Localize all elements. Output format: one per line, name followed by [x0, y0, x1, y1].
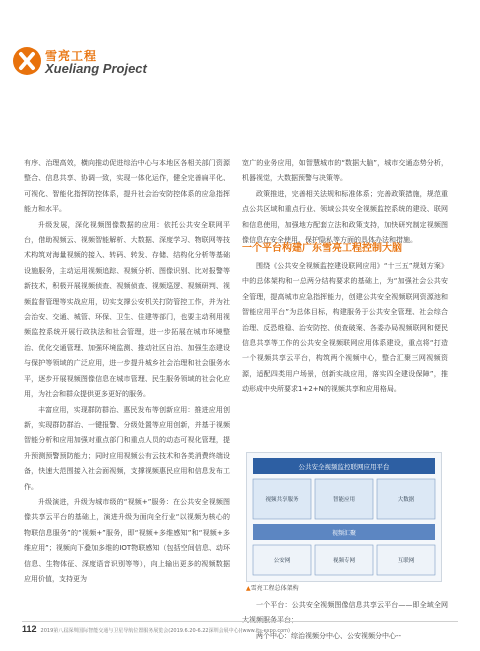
- architecture-figure: [246, 452, 442, 582]
- paragraph: 两个中心：综治视频分中心、公安视频分中心--: [256, 631, 402, 640]
- paragraph: 一个平台：公共安全视频图像信息共享云平台——即全域全网: [256, 601, 448, 609]
- section-title-cn: 雪亮工程: [45, 49, 98, 63]
- article-left-column: [24, 156, 230, 587]
- footer-divider: [22, 621, 458, 622]
- figure-caption: ▲雪亮工程总体架构: [246, 585, 299, 592]
- diagram-label: 视频专网: [332, 558, 356, 564]
- paragraph: 有序、治理高效，横向推动促进综治中心与本地区各相关部门资源整合、信息共享、协调一致，实现一体化运作，健全完善扁平化、可视化、智能化指挥防控体系，提升社会治安防控体系的应急指挥能力和水平。: [24, 159, 230, 214]
- paragraph: 丰富应用，实现群防群治、惠民发布等创新应用：推进应用创新，实现群防群治、一键报警、分级处置等应用创新，并基于视频智能分析和应用加强对重点部门和重点人员的动态可视化管理，提升预测预警预防能力；同时应用视频公有云技术和各类消费终端设备，快速大范围接入社会面视频，支撑视频惠民应用和信息发布工作。: [24, 405, 230, 491]
- article-right-column-mid: [242, 259, 448, 398]
- diagram-label: 大数据: [397, 497, 415, 503]
- paragraph: 宽广的业务应用，如智慧城市的“数据大脑”，城市交通态势分析，机器视觉，大数据预警与决策等。: [242, 159, 448, 183]
- architecture-diagram: [247, 453, 441, 581]
- page-number: 112: [22, 624, 37, 634]
- paragraph: 政策推进，完善相关法规和标准体系；完善政策措施，规范重点公共区域和重点行业、领域公共安全视频监控系统的建设、联网和信息使用，加强地方配套立法和政策支持，加快研究制定视频图像信息在安全使用、保护隐私等方面的具体办法和措施。: [242, 189, 448, 245]
- footer-note: 2019第八届深圳国际智能交通与卫星导航位置服务展览会(2019.6.20-6.22深圳会展中心)(www.its-expo.com): [40, 628, 290, 634]
- paragraph: 升级发展，深化视频图像数据的应用：依托公共安全联网平台，借助视频云、视频智能解析、大数据、深度学习、物联网等技术构筑对海量视频的接入、转码、转发、存储、结构化分析等基础设施服务，主动运用视频追踪、视频分析、图像识别、比对报警等新技术，积极开展视频侦查、视频侦查、视频巡逻、视频研判、视频监督管理等实战应用，切实支撑公安机关打防管控工作，并为社会治安、交通、城管、环保、卫生、住建等部门，也要主动利用视频监控系统开展行政执法和社会管理，进一步拓展在城市环境整治、优化交通管理、加强环境监测、推动社区自治、加强生态建设与保护等领域的广泛应用，进一步提升城乡社会治理和社会服务水平，逐步开展视频图像信息在城市管理、民生服务领域的社会化应用，为社会和群众提供更多更好的服务。: [24, 220, 230, 399]
- paragraph: 升级演进，升级为城市级的“视频+”服务：在公共安全视频图像共享云平台的基础上，演进升级为面向全行业“以视频为核心的物联信息服务”的“视频+”服务，即“视频+多维感知”和“视频+多维应用”；视频向下叠加多维的IOT物联感知（包括空间信息、动环信息、生物体征、深度语音识别等等），向上输出更多的视频数据应用价值，支持更为: [24, 497, 230, 583]
- section-title-en: Xueliang Project: [45, 61, 147, 76]
- x-logo-icon: [12, 46, 42, 76]
- diagram-label: 公安网: [273, 558, 291, 564]
- diagram-label: 互联网: [397, 558, 415, 564]
- page-footer: [22, 624, 462, 634]
- article-heading: 一个平台构建广东雪亮工程控制大脑: [242, 243, 402, 254]
- diagram-label: 智能应用: [332, 497, 356, 503]
- caption-marker-icon: ▲: [246, 585, 251, 592]
- diagram-label: 视频汇聚: [331, 530, 357, 537]
- article-right-column-top: [242, 156, 448, 248]
- diagram-label: 视频共享服务: [265, 497, 299, 503]
- diagram-label: 公共安全视频监控联网应用平台: [298, 463, 390, 471]
- paragraph: 围绕《公共安全视频监控建设联网应用》“十三五”规划方案》中的总体架构和一总两分结构要求的基础上，为“加强社会公共安全管理，提高城市应急指挥能力，创建公共安全视频联网资源池和智能应用平台”为总体目标，构建服务于公共安全管理、社会综合治理、反恐维稳、治安防控、侦查破案、各委办局视频联网和便民信息共享等工作的公共安全视频联网应用体系建设，重点将“打造一个视频共享云平台，构筑两个视频中心，整合汇聚三网视频资源，适配四类用户场景，创新实战应用，落实四全建设保障”，推动形成中央所要求1+2+N的视频共享和应用格局。: [242, 262, 448, 394]
